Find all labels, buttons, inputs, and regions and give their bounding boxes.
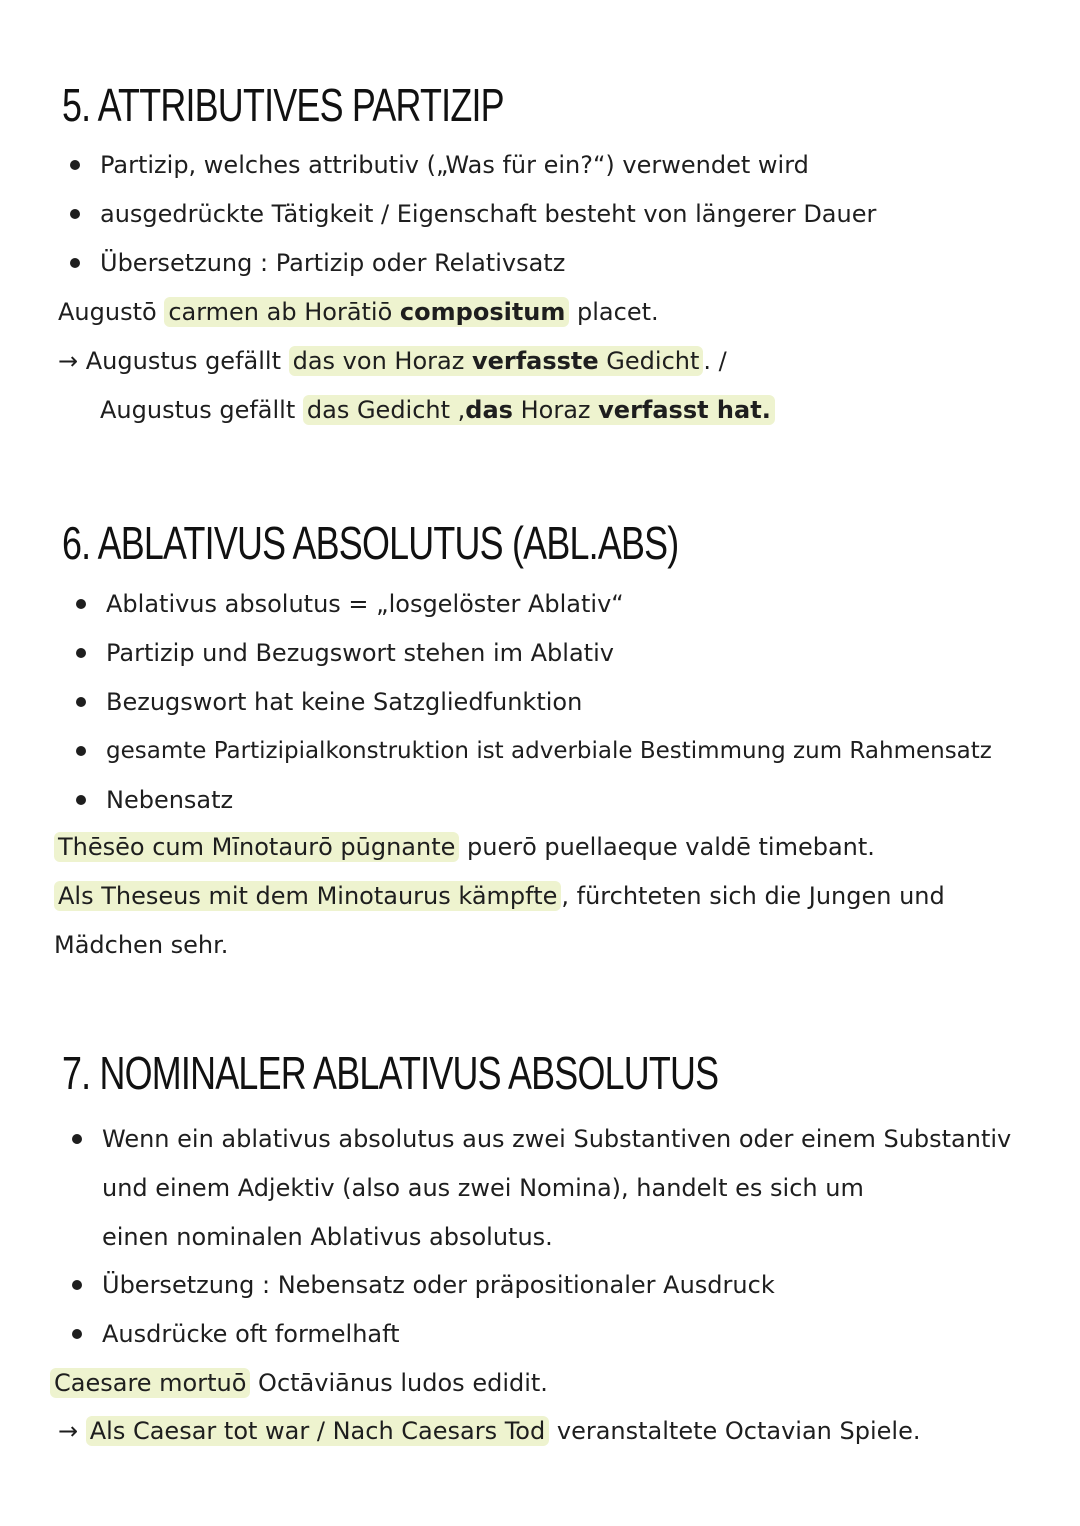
translation-2: Augustus gefällt das Gedicht ,das Horaz verfasst hat. [100,393,775,427]
bullet-item: Bezugswort hat keine Satzgliedfunktion [106,685,582,719]
bullet-item: Nebensatz [106,783,233,817]
highlight: carmen ab Horātiō compositum [164,297,569,327]
highlight: Thēsēo cum Mīnotaurō pūgnante [54,832,459,862]
highlight: das Gedicht ,das Horaz verfasst hat. [303,395,775,425]
highlight: Caesare mortuō [50,1368,250,1398]
translation: → Als Caesar tot war / Nach Caesars Tod veranstaltete Octavian Spiele. [58,1417,921,1445]
latin-example: Caesare mortuō Octāviānus ludos edidit. [50,1366,548,1400]
highlight: Als Caesar tot war / Nach Caesars Tod [86,1416,549,1446]
bullet-continuation: einen nominalen Ablativus absolutus. [102,1223,553,1251]
bullet-item: Übersetzung : Partizip oder Relativsatz [100,246,565,280]
heading-attributives-partizip: 5. ATTRIBUTIVES PARTIZIP [62,79,504,131]
heading-ablativus-absolutus: 6. ABLATIVUS ABSOLUTUS (ABL.ABS) [62,517,679,569]
bullet-item: Wenn ein ablativus absolutus aus zwei Substantiven oder einem Substantiv [102,1122,1011,1156]
latin-example: Thēsēo cum Mīnotaurō pūgnante puerō puellaeque valdē timebant. [54,830,875,864]
latin-example: Augustō carmen ab Horātiō compositum placet. [58,298,659,326]
bullet-item: Partizip, welches attributiv („Was für ein?“) verwendet wird [100,148,809,182]
highlight: Als Theseus mit dem Minotaurus kämpfte [54,881,561,911]
bullet-item: Partizip und Bezugswort stehen im Ablativ [106,636,614,670]
translation-1: → Augustus gefällt das von Horaz verfasste Gedicht . / [58,347,727,375]
bullet-continuation: und einem Adjektiv (also aus zwei Nomina), handelt es sich um [102,1174,864,1202]
bullet-item: Ablativus absolutus = „losgelöster Ablativ“ [106,587,624,621]
highlight: das von Horaz verfasste Gedicht [289,346,704,376]
translation-2: Mädchen sehr. [54,931,229,959]
bullet-item: Übersetzung : Nebensatz oder präpositionaler Ausdruck [102,1268,775,1302]
translation-1: Als Theseus mit dem Minotaurus kämpfte , fürchteten sich die Jungen und [54,879,945,913]
bullet-item: ausgedrückte Tätigkeit / Eigenschaft besteht von längerer Dauer [100,197,876,231]
heading-nominaler-ablativus: 7. NOMINALER ABLATIVUS ABSOLUTUS [62,1047,719,1099]
bullet-item: Ausdrücke oft formelhaft [102,1317,400,1351]
bullet-item: gesamte Partizipialkonstruktion ist adverbiale Bestimmung zum Rahmensatz [106,734,992,768]
